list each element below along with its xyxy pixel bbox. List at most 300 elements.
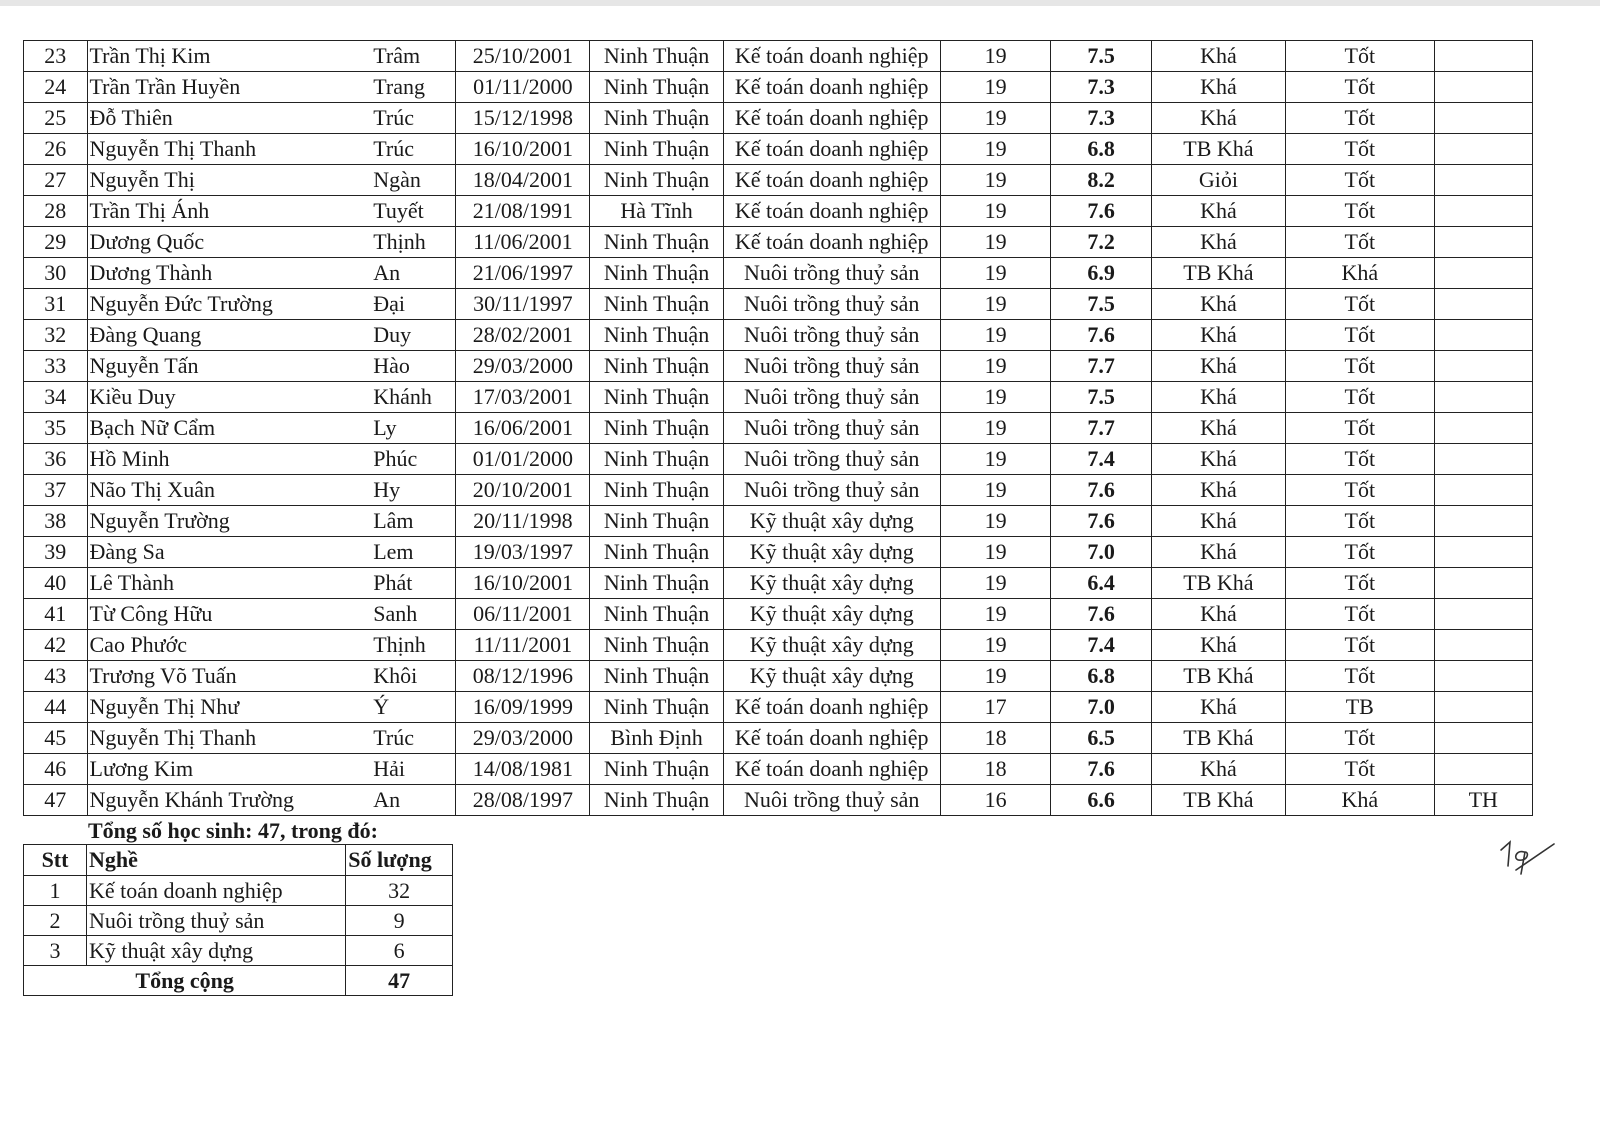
cell-note [1434,661,1532,692]
cell-score: 7.0 [1051,537,1151,568]
cell-conduct: Tốt [1286,134,1435,165]
cell-grade: Khá [1151,475,1285,506]
cell-age-number: 18 [940,723,1051,754]
cell-birth-place: Ninh Thuận [590,599,723,630]
cell-family-name: Nguyễn Khánh Trường [87,785,348,816]
cell-conduct: Tốt [1286,723,1435,754]
cell-grade: Khá [1151,196,1285,227]
cell-conduct: Khá [1286,785,1435,816]
cell-family-name: Não Thị Xuân [87,475,348,506]
cell-conduct: Khá [1286,258,1435,289]
summary-cell-stt: 1 [24,876,87,906]
cell-grade: Khá [1151,382,1285,413]
cell-trade: Kế toán doanh nghiệp [723,134,940,165]
cell-score: 6.9 [1051,258,1151,289]
summary-row [24,906,453,936]
cell-given-name: Trâm [348,41,456,72]
cell-stt: 26 [24,134,88,165]
cell-conduct: Tốt [1286,227,1435,258]
cell-given-name: Phúc [348,444,456,475]
cell-note [1434,196,1532,227]
cell-given-name: Sanh [348,599,456,630]
cell-score: 6.6 [1051,785,1151,816]
cell-trade: Kế toán doanh nghiệp [723,227,940,258]
summary-cell-count: 32 [346,876,453,906]
cell-age-number: 19 [940,227,1051,258]
table-row [24,599,1533,630]
cell-trade: Nuôi trồng thuỷ sản [723,289,940,320]
cell-stt: 37 [24,475,88,506]
cell-stt: 39 [24,537,88,568]
cell-note [1434,41,1532,72]
cell-trade: Nuôi trồng thuỷ sản [723,351,940,382]
cell-age-number: 16 [940,785,1051,816]
cell-age-number: 19 [940,413,1051,444]
cell-age-number: 19 [940,351,1051,382]
cell-birth-place: Bình Định [590,723,723,754]
cell-birth-place: Ninh Thuận [590,289,723,320]
cell-family-name: Nguyễn Thị Thanh [87,723,348,754]
cell-stt: 40 [24,568,88,599]
cell-note [1434,599,1532,630]
cell-score: 7.4 [1051,630,1151,661]
cell-birth-date: 11/06/2001 [456,227,590,258]
cell-score: 7.3 [1051,72,1151,103]
cell-trade: Kế toán doanh nghiệp [723,723,940,754]
cell-given-name: Tuyết [348,196,456,227]
cell-trade: Kế toán doanh nghiệp [723,103,940,134]
summary-cell-trade: Kế toán doanh nghiệp [87,876,346,906]
cell-trade: Kỹ thuật xây dựng [723,630,940,661]
cell-trade: Kỹ thuật xây dựng [723,568,940,599]
cell-family-name: Trần Thị Kim [87,41,348,72]
cell-grade: Khá [1151,103,1285,134]
cell-family-name: Kiều Duy [87,382,348,413]
cell-conduct: Tốt [1286,599,1435,630]
cell-grade: TB Khá [1151,785,1285,816]
cell-score: 7.5 [1051,41,1151,72]
cell-age-number: 19 [940,72,1051,103]
cell-birth-place: Ninh Thuận [590,661,723,692]
table-row [24,165,1533,196]
summary-total-value: 47 [346,966,453,996]
cell-conduct: Tốt [1286,568,1435,599]
cell-grade: Khá [1151,444,1285,475]
cell-stt: 30 [24,258,88,289]
cell-birth-place: Ninh Thuận [590,692,723,723]
cell-family-name: Từ Công Hữu [87,599,348,630]
cell-stt: 45 [24,723,88,754]
table-row [24,661,1533,692]
cell-given-name: Khánh [348,382,456,413]
cell-birth-date: 20/10/2001 [456,475,590,506]
cell-family-name: Nguyễn Tấn [87,351,348,382]
table-row [24,41,1533,72]
cell-age-number: 19 [940,103,1051,134]
cell-birth-date: 21/08/1991 [456,196,590,227]
cell-score: 7.6 [1051,196,1151,227]
cell-score: 7.5 [1051,382,1151,413]
cell-note: TH [1434,785,1532,816]
cell-score: 6.5 [1051,723,1151,754]
table-row [24,785,1533,816]
summary-cell-stt: 3 [24,936,87,966]
cell-birth-place: Ninh Thuận [590,72,723,103]
cell-score: 7.7 [1051,413,1151,444]
cell-grade: Khá [1151,599,1285,630]
cell-given-name: Hào [348,351,456,382]
cell-conduct: Tốt [1286,475,1435,506]
cell-score: 7.7 [1051,351,1151,382]
cell-trade: Nuôi trồng thuỷ sản [723,258,940,289]
cell-stt: 31 [24,289,88,320]
cell-note [1434,723,1532,754]
cell-conduct: Tốt [1286,103,1435,134]
cell-birth-date: 15/12/1998 [456,103,590,134]
cell-note [1434,165,1532,196]
cell-note [1434,475,1532,506]
cell-family-name: Dương Quốc [87,227,348,258]
cell-note [1434,289,1532,320]
cell-birth-place: Ninh Thuận [590,754,723,785]
summary-cell-trade: Nuôi trồng thuỷ sản [87,906,346,936]
cell-birth-date: 25/10/2001 [456,41,590,72]
cell-family-name: Đàng Sa [87,537,348,568]
cell-conduct: Tốt [1286,506,1435,537]
summary-header-stt: Stt [24,845,87,876]
cell-trade: Nuôi trồng thuỷ sản [723,475,940,506]
table-row [24,475,1533,506]
cell-conduct: Tốt [1286,754,1435,785]
cell-given-name: Đại [348,289,456,320]
cell-note [1434,754,1532,785]
cell-birth-date: 16/10/2001 [456,134,590,165]
cell-given-name: Ý [348,692,456,723]
cell-age-number: 19 [940,134,1051,165]
cell-stt: 25 [24,103,88,134]
cell-age-number: 19 [940,537,1051,568]
cell-age-number: 19 [940,289,1051,320]
cell-age-number: 19 [940,475,1051,506]
cell-conduct: Tốt [1286,444,1435,475]
cell-given-name: Hy [348,475,456,506]
summary-header-count: Số lượng [346,845,453,876]
cell-birth-date: 21/06/1997 [456,258,590,289]
cell-note [1434,351,1532,382]
table-row [24,382,1533,413]
summary-cell-stt: 2 [24,906,87,936]
cell-grade: Khá [1151,351,1285,382]
cell-score: 7.6 [1051,599,1151,630]
cell-given-name: Ngàn [348,165,456,196]
cell-birth-place: Ninh Thuận [590,568,723,599]
cell-conduct: Tốt [1286,196,1435,227]
cell-age-number: 19 [940,320,1051,351]
summary-cell-count: 9 [346,906,453,936]
cell-score: 7.6 [1051,754,1151,785]
cell-score: 7.6 [1051,475,1151,506]
table-row [24,72,1533,103]
cell-stt: 23 [24,41,88,72]
table-row [24,134,1533,165]
cell-birth-date: 17/03/2001 [456,382,590,413]
cell-conduct: Tốt [1286,72,1435,103]
cell-note [1434,537,1532,568]
cell-note [1434,630,1532,661]
cell-family-name: Đỗ Thiên [87,103,348,134]
cell-conduct: TB [1286,692,1435,723]
cell-trade: Kỹ thuật xây dựng [723,599,940,630]
cell-age-number: 19 [940,599,1051,630]
cell-given-name: Lem [348,537,456,568]
cell-grade: Khá [1151,754,1285,785]
cell-birth-place: Ninh Thuận [590,413,723,444]
cell-family-name: Dương Thành [87,258,348,289]
cell-age-number: 19 [940,444,1051,475]
table-row [24,444,1533,475]
cell-conduct: Tốt [1286,320,1435,351]
cell-stt: 38 [24,506,88,537]
cell-score: 7.3 [1051,103,1151,134]
cell-note [1434,506,1532,537]
cell-birth-date: 20/11/1998 [456,506,590,537]
cell-note [1434,413,1532,444]
cell-given-name: Khôi [348,661,456,692]
cell-trade: Nuôi trồng thuỷ sản [723,382,940,413]
cell-family-name: Đàng Quang [87,320,348,351]
table-row [24,723,1533,754]
cell-family-name: Nguyễn Trường [87,506,348,537]
cell-stt: 32 [24,320,88,351]
cell-conduct: Tốt [1286,382,1435,413]
cell-conduct: Tốt [1286,630,1435,661]
cell-birth-place: Ninh Thuận [590,134,723,165]
cell-score: 6.8 [1051,134,1151,165]
cell-family-name: Trần Trần Huyền [87,72,348,103]
cell-grade: TB Khá [1151,568,1285,599]
cell-given-name: An [348,785,456,816]
cell-family-name: Hồ Minh [87,444,348,475]
cell-grade: TB Khá [1151,134,1285,165]
cell-grade: Khá [1151,413,1285,444]
cell-age-number: 19 [940,382,1051,413]
cell-conduct: Tốt [1286,537,1435,568]
cell-birth-date: 29/03/2000 [456,723,590,754]
summary-row [24,936,453,966]
cell-given-name: Ly [348,413,456,444]
cell-age-number: 19 [940,661,1051,692]
table-row [24,754,1533,785]
cell-family-name: Trương Võ Tuấn [87,661,348,692]
summary-total-label: Tổng cộng [24,966,346,996]
cell-score: 7.5 [1051,289,1151,320]
cell-conduct: Tốt [1286,289,1435,320]
table-row [24,351,1533,382]
cell-grade: Khá [1151,227,1285,258]
cell-birth-place: Ninh Thuận [590,320,723,351]
cell-trade: Kỹ thuật xây dựng [723,537,940,568]
cell-family-name: Cao Phước [87,630,348,661]
summary-header-trade: Nghề [87,845,346,876]
cell-note [1434,320,1532,351]
cell-stt: 46 [24,754,88,785]
cell-trade: Kế toán doanh nghiệp [723,692,940,723]
cell-birth-place: Ninh Thuận [590,475,723,506]
cell-grade: Khá [1151,692,1285,723]
cell-birth-place: Ninh Thuận [590,351,723,382]
cell-birth-place: Ninh Thuận [590,227,723,258]
summary-cell-count: 6 [346,936,453,966]
cell-note [1434,103,1532,134]
summary-rows [24,876,453,966]
cell-given-name: Lâm [348,506,456,537]
cell-given-name: Trúc [348,723,456,754]
cell-birth-place: Ninh Thuận [590,165,723,196]
cell-age-number: 19 [940,196,1051,227]
table-row [24,289,1533,320]
cell-trade: Nuôi trồng thuỷ sản [723,320,940,351]
cell-birth-date: 19/03/1997 [456,537,590,568]
cell-stt: 44 [24,692,88,723]
cell-birth-date: 11/11/2001 [456,630,590,661]
cell-conduct: Tốt [1286,413,1435,444]
table-row [24,630,1533,661]
cell-given-name: Thịnh [348,630,456,661]
cell-conduct: Tốt [1286,351,1435,382]
cell-given-name: Trang [348,72,456,103]
cell-given-name: Hải [348,754,456,785]
cell-stt: 29 [24,227,88,258]
summary-row [24,876,453,906]
cell-family-name: Nguyễn Thị Như [87,692,348,723]
cell-stt: 36 [24,444,88,475]
cell-birth-date: 06/11/2001 [456,599,590,630]
cell-age-number: 19 [940,506,1051,537]
cell-score: 7.6 [1051,320,1151,351]
cell-family-name: Bạch Nữ Cẩm [87,413,348,444]
table-row [24,196,1533,227]
student-rows [24,41,1533,816]
cell-grade: Khá [1151,41,1285,72]
cell-note [1434,692,1532,723]
cell-birth-date: 14/08/1981 [456,754,590,785]
scan-edge [0,0,1600,6]
cell-age-number: 18 [940,754,1051,785]
cell-grade: TB Khá [1151,723,1285,754]
cell-birth-date: 01/01/2000 [456,444,590,475]
cell-grade: Khá [1151,630,1285,661]
cell-grade: Khá [1151,72,1285,103]
cell-score: 7.6 [1051,506,1151,537]
cell-grade: TB Khá [1151,258,1285,289]
cell-note [1434,382,1532,413]
cell-given-name: An [348,258,456,289]
summary-by-trade-table [23,844,453,996]
cell-trade: Kế toán doanh nghiệp [723,196,940,227]
cell-birth-date: 28/08/1997 [456,785,590,816]
cell-trade: Kế toán doanh nghiệp [723,72,940,103]
cell-note [1434,72,1532,103]
cell-note [1434,134,1532,165]
cell-conduct: Tốt [1286,41,1435,72]
cell-age-number: 19 [940,630,1051,661]
cell-age-number: 17 [940,692,1051,723]
cell-birth-place: Ninh Thuận [590,537,723,568]
cell-score: 8.2 [1051,165,1151,196]
cell-family-name: Trần Thị Ánh [87,196,348,227]
cell-age-number: 19 [940,258,1051,289]
handwritten-page-number-mark-icon [1498,840,1558,890]
summary-header-row [24,845,453,876]
cell-given-name: Trúc [348,103,456,134]
table-row [24,227,1533,258]
cell-birth-date: 08/12/1996 [456,661,590,692]
table-row [24,506,1533,537]
cell-birth-date: 16/06/2001 [456,413,590,444]
cell-family-name: Lê Thành [87,568,348,599]
cell-trade: Nuôi trồng thuỷ sản [723,413,940,444]
cell-grade: Khá [1151,289,1285,320]
table-row [24,103,1533,134]
cell-given-name: Duy [348,320,456,351]
table-row [24,537,1533,568]
cell-age-number: 19 [940,41,1051,72]
cell-grade: Giỏi [1151,165,1285,196]
cell-stt: 27 [24,165,88,196]
cell-grade: Khá [1151,537,1285,568]
table-row [24,320,1533,351]
cell-note [1434,258,1532,289]
cell-stt: 42 [24,630,88,661]
cell-family-name: Nguyễn Đức Trường [87,289,348,320]
cell-trade: Kế toán doanh nghiệp [723,41,940,72]
summary-cell-trade: Kỹ thuật xây dựng [87,936,346,966]
cell-stt: 43 [24,661,88,692]
cell-score: 6.4 [1051,568,1151,599]
cell-trade: Kỹ thuật xây dựng [723,506,940,537]
student-list-table [23,40,1533,816]
cell-stt: 47 [24,785,88,816]
cell-birth-date: 18/04/2001 [456,165,590,196]
cell-stt: 28 [24,196,88,227]
cell-birth-place: Hà Tĩnh [590,196,723,227]
cell-note [1434,227,1532,258]
cell-score: 7.0 [1051,692,1151,723]
cell-stt: 35 [24,413,88,444]
cell-birth-place: Ninh Thuận [590,382,723,413]
cell-family-name: Nguyễn Thị Thanh [87,134,348,165]
table-row [24,258,1533,289]
cell-trade: Kế toán doanh nghiệp [723,754,940,785]
cell-birth-date: 16/09/1999 [456,692,590,723]
cell-birth-place: Ninh Thuận [590,785,723,816]
cell-trade: Kỹ thuật xây dựng [723,661,940,692]
cell-grade: Khá [1151,506,1285,537]
cell-trade: Kế toán doanh nghiệp [723,165,940,196]
table-row [24,413,1533,444]
cell-note [1434,444,1532,475]
table-row [24,568,1533,599]
cell-age-number: 19 [940,165,1051,196]
table-row [24,692,1533,723]
cell-given-name: Thịnh [348,227,456,258]
cell-birth-place: Ninh Thuận [590,444,723,475]
cell-birth-place: Ninh Thuận [590,258,723,289]
cell-birth-date: 16/10/2001 [456,568,590,599]
cell-birth-place: Ninh Thuận [590,506,723,537]
cell-trade: Nuôi trồng thuỷ sản [723,785,940,816]
cell-stt: 41 [24,599,88,630]
